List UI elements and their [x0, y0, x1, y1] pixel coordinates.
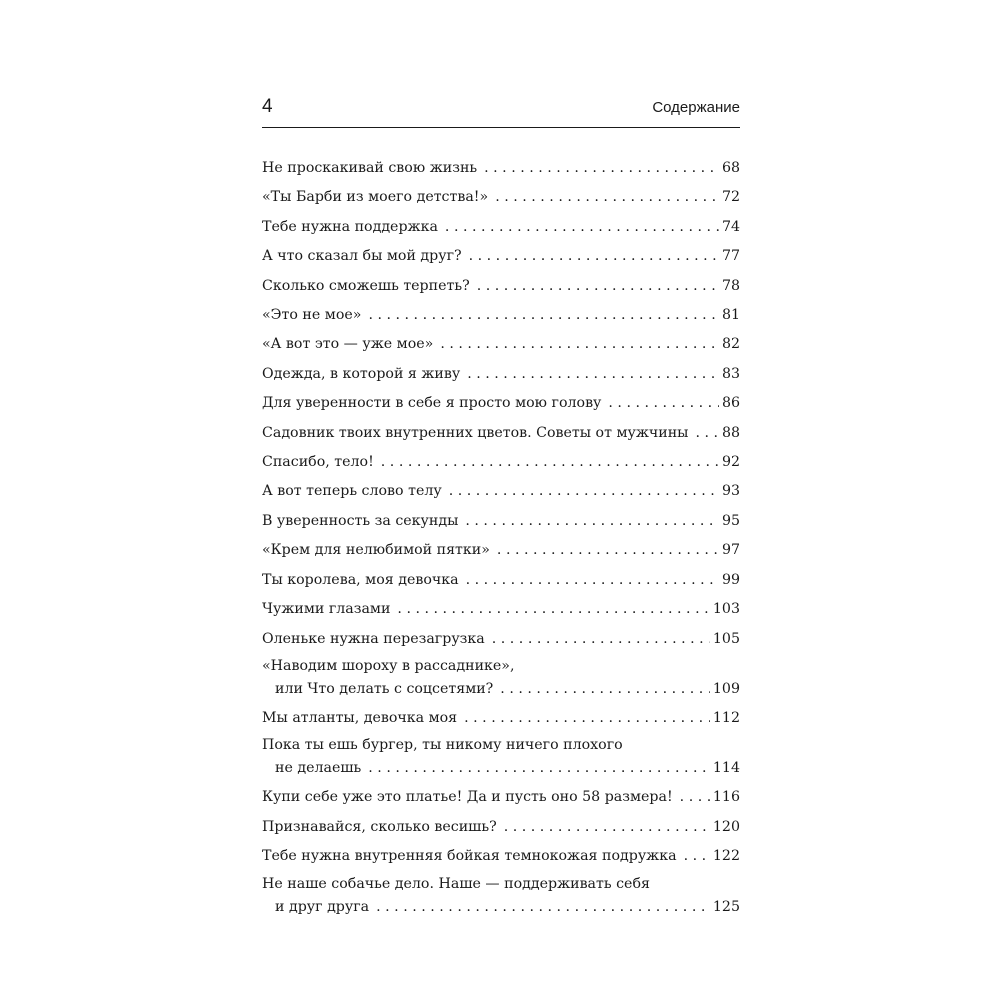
toc-entry-title: Сколько сможешь терпеть? [262, 277, 470, 294]
toc-entry-line [262, 895, 740, 922]
toc-entry [262, 813, 740, 842]
toc-entry-line [262, 842, 740, 871]
toc-entry-page-number: 88 [721, 424, 740, 441]
dot-leader [381, 448, 719, 477]
toc-entry-page-number: 112 [712, 709, 740, 726]
toc-entry-page-number: 78 [721, 277, 740, 294]
toc-entry-title: не делаешь [275, 760, 362, 777]
dot-leader [477, 272, 719, 301]
toc-entry-title: Ты королева, моя девочка [262, 571, 459, 588]
dot-leader [492, 625, 710, 654]
dot-leader [469, 242, 719, 271]
table-of-contents [262, 154, 740, 922]
dot-leader [376, 895, 710, 919]
toc-entry-title: Садовник твоих внутренних цветов. Советы от мужчины [262, 424, 689, 441]
dot-leader [680, 783, 710, 812]
toc-entry-title-line: Не наше собачье дело. Наше — поддерживать себя [262, 875, 650, 892]
dot-leader [440, 330, 719, 359]
toc-entry-title: Одежда, в которой я живу [262, 365, 461, 382]
dot-leader [695, 419, 718, 448]
toc-entry [262, 733, 740, 783]
toc-entry-title: Тебе нужна поддержка [262, 218, 438, 235]
dot-leader [368, 301, 718, 330]
toc-entry [262, 536, 740, 565]
toc-entry-page-number: 68 [721, 160, 740, 176]
toc-entry-title: «Крем для нелюбимой пятки» [262, 542, 490, 559]
toc-entry [262, 704, 740, 733]
toc-entry-page-number: 114 [712, 760, 740, 777]
toc-entry-page-number: 105 [712, 630, 740, 647]
page-number: 4 [262, 96, 273, 117]
dot-leader [504, 813, 710, 842]
toc-entry-line [262, 419, 740, 448]
toc-entry-line [262, 389, 740, 418]
toc-entry-line [262, 360, 740, 389]
toc-entry [262, 566, 740, 595]
toc-entry-page-number: 72 [721, 189, 740, 206]
toc-entry-line [262, 477, 740, 506]
toc-entry-title: Мы атланты, девочка моя [262, 709, 458, 726]
toc-entry-page-number: 97 [721, 542, 740, 559]
toc-entry-title: В уверенность за секунды [262, 512, 459, 529]
toc-entry-page-number: 116 [712, 789, 740, 806]
toc-entry-page-number: 95 [721, 512, 740, 529]
toc-entry-page-number: 83 [721, 365, 740, 382]
toc-entry [262, 154, 740, 183]
toc-entry-line [262, 625, 740, 654]
toc-entry-page-number: 74 [721, 218, 740, 235]
toc-entry [262, 183, 740, 212]
toc-entry [262, 507, 740, 536]
toc-entry-line [262, 536, 740, 565]
dot-leader [497, 536, 719, 565]
dot-leader [397, 595, 709, 624]
toc-entry [262, 477, 740, 506]
toc-entry-title: Спасибо, тело! [262, 454, 374, 471]
toc-entry-title-line: «Наводим шороху в рассаднике», [262, 657, 515, 674]
toc-entry-line [262, 183, 740, 212]
toc-entry-line [262, 507, 740, 536]
toc-entry-line [262, 704, 740, 733]
toc-entry [262, 842, 740, 871]
toc-entry-title: «Ты Барби из моего детства!» [262, 189, 489, 206]
toc-entry-page-number: 86 [721, 395, 740, 412]
toc-entry-line [262, 756, 740, 783]
toc-entry-line [262, 448, 740, 477]
toc-entry-line [262, 566, 740, 595]
toc-entry-page-number: 82 [721, 336, 740, 353]
toc-entry [262, 301, 740, 330]
toc-entry-page-number: 125 [712, 898, 740, 915]
dot-leader [445, 213, 719, 242]
toc-entry [262, 242, 740, 271]
toc-entry-title: и друг друга [275, 898, 370, 915]
header-rule [262, 127, 740, 128]
book-page [262, 0, 740, 1000]
running-title: Содержание [652, 99, 740, 116]
dot-leader [466, 566, 719, 595]
toc-entry-page-number: 93 [721, 483, 740, 500]
dot-leader [684, 842, 710, 871]
dot-leader [467, 360, 719, 389]
toc-entry [262, 448, 740, 477]
dot-leader [368, 756, 710, 780]
toc-entry-title: Чужими глазами [262, 601, 391, 618]
toc-entry-title: А вот теперь слово телу [262, 483, 442, 500]
toc-entry [262, 330, 740, 359]
toc-entry [262, 419, 740, 448]
toc-entry-title: «А вот это — уже мое» [262, 336, 434, 353]
toc-entry [262, 272, 740, 301]
toc-entry-page-number: 92 [721, 454, 740, 471]
toc-entry-line [262, 783, 740, 812]
toc-entry [262, 872, 740, 922]
toc-entry-title: Тебе нужна внутренняя бойкая темнокожая подружка [262, 848, 677, 865]
toc-entry [262, 360, 740, 389]
toc-entry-line [262, 242, 740, 271]
toc-entry-title: Для уверенности в себе я просто мою голову [262, 395, 602, 412]
toc-entry-title: Не проскакивай свою жизнь [262, 160, 478, 176]
toc-entry [262, 654, 740, 704]
toc-entry-title: А что сказал бы мой друг? [262, 248, 462, 265]
toc-entry-page-number: 77 [721, 248, 740, 265]
toc-entry-page-number: 99 [721, 571, 740, 588]
page-header [262, 92, 740, 128]
toc-entry-page-number: 122 [712, 848, 740, 865]
toc-entry-line [262, 154, 740, 183]
toc-entry-line [262, 813, 740, 842]
toc-entry-title-line: Пока ты ешь бургер, ты никому ничего плохого [262, 737, 623, 754]
toc-entry [262, 783, 740, 812]
dot-leader [464, 704, 710, 733]
toc-entry-title: Признавайся, сколько весишь? [262, 818, 497, 835]
dot-leader [495, 183, 719, 212]
toc-entry [262, 213, 740, 242]
toc-entry-line [262, 213, 740, 242]
dot-leader [608, 389, 719, 418]
toc-entry-line [262, 677, 740, 704]
toc-entry-page-number: 103 [712, 601, 740, 618]
toc-entry-title: Оленьке нужна перезагрузка [262, 630, 485, 647]
toc-entry-title: Купи себе уже это платье! Да и пусть оно 58 размера! [262, 789, 673, 806]
toc-entry-line [262, 272, 740, 301]
toc-entry-page-number: 81 [721, 307, 740, 324]
toc-entry-line [262, 595, 740, 624]
toc-entry-line [262, 330, 740, 359]
dot-leader [500, 677, 710, 701]
dot-leader [484, 154, 719, 183]
dot-leader [465, 507, 719, 536]
toc-entry-page-number: 120 [712, 818, 740, 835]
toc-entry-line [262, 301, 740, 330]
toc-entry-page-number: 109 [712, 680, 740, 697]
dot-leader [449, 477, 719, 506]
toc-entry [262, 625, 740, 654]
toc-entry-title: или Что делать с соцсетями? [275, 680, 494, 697]
toc-entry-title: «Это не мое» [262, 307, 362, 324]
toc-entry [262, 595, 740, 624]
toc-entry [262, 389, 740, 418]
